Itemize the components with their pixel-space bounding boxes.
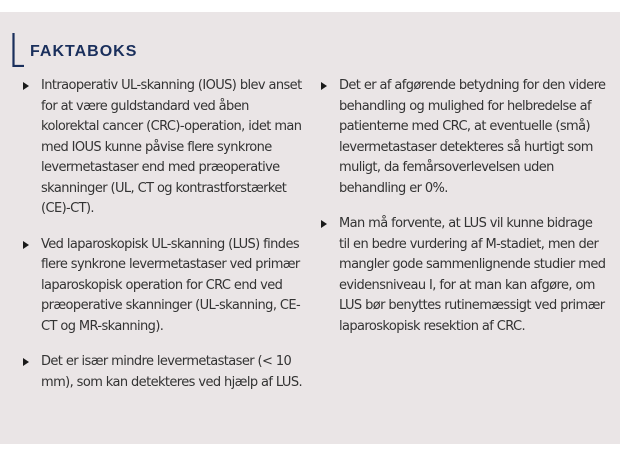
bullet-triangle-icon [321,220,327,228]
corner-accent-icon [12,32,25,67]
right-column [320,76,606,352]
bullet-text: Det er af afgørende betydning for den videre behandling og mulighed for helbredelse af patienterne med CRC, at eventuelle (små) levermetastaser detekteres så hurtigt som muligt, da femårsoverlevelsen uden behandling er 0%. [339,78,606,196]
bullet-triangle-icon [23,241,29,249]
bullet-triangle-icon [23,358,29,366]
bullet-item [22,235,308,338]
factbox-title: FAKTABOKS [30,43,138,60]
bullet-item [22,76,308,220]
bullet-triangle-icon [23,82,29,90]
left-column [22,76,308,408]
bullet-text: Intraoperativ UL-skanning (IOUS) blev anset for at være guldstandard ved åben kolorektal cancer (CRC)-operation, idet man med IOUS kunne påvise flere synkrone levermetastaser end med præoperative skanninger (UL, CT og kontrastforstærket (CE)-CT). [41,78,302,216]
bullet-item [320,214,606,337]
bullet-text: Man må forvente, at LUS vil kunne bidrage til en bedre vurdering af M-stadiet, men der mangler gode sammenlignende studier med evidensniveau I, for at man kan afgøre, om LUS bør benyttes rutinemæssigt ved primær laparoskopisk resektion af CRC. [339,216,606,334]
bullet-triangle-icon [321,82,327,90]
bullet-item [22,352,308,393]
bullet-text: Ved laparoskopisk UL-skanning (LUS) findes flere synkrone levermetastaser ved primær laparoskopisk operation for CRC end ved præoperative skanninger (UL-skanning, CE-CT og MR-skanning). [41,236,301,334]
bullet-text: Det er især mindre levermetastaser (< 10 mm), som kan detekteres ved hjælp af LUS. [41,354,303,390]
bullet-item [320,76,606,199]
factbox [0,12,620,444]
